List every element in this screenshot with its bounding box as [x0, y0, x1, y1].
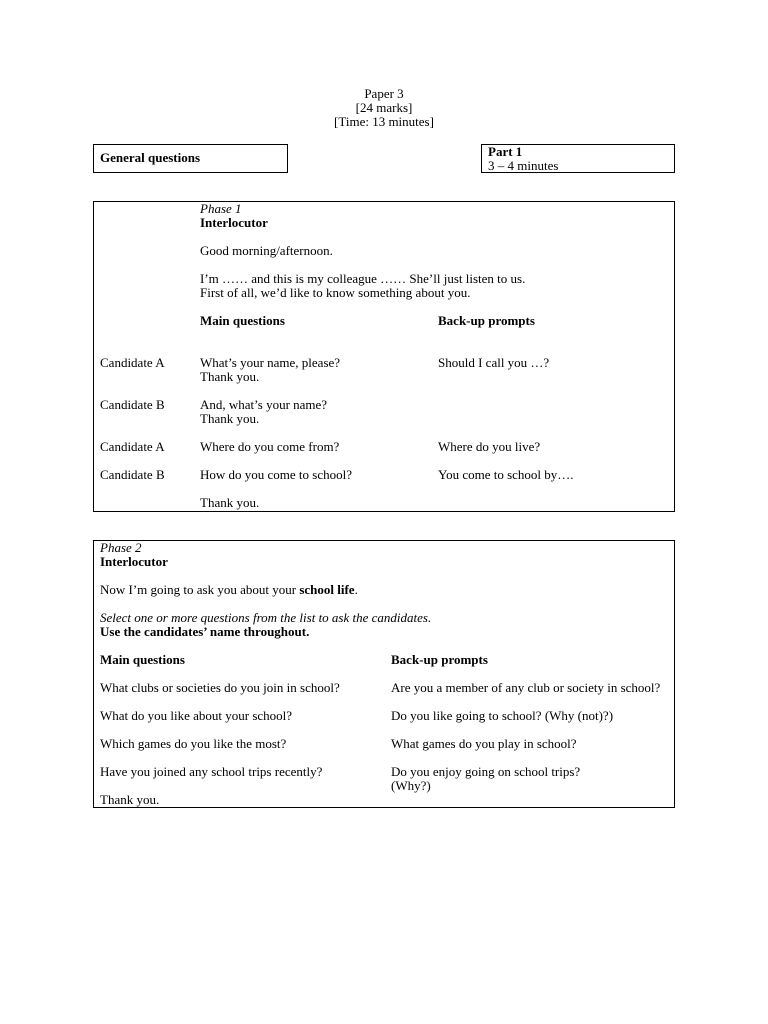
backup-prompt-why: (Why?): [391, 778, 431, 793]
phase-2-label: Phase 2: [100, 540, 142, 555]
backup-prompt: Are you a member of any club or society in school?: [391, 680, 661, 695]
main-question: And, what’s your name?: [200, 397, 328, 412]
main-question: Have you joined any school trips recently?: [100, 764, 323, 779]
main-questions-header: Main questions: [200, 313, 285, 328]
main-question: What do you like about your school?: [100, 708, 293, 723]
intro-line-1: I’m …… and this is my colleague …… She’ll just listen to us.: [200, 271, 526, 286]
main-question: Which games do you like the most?: [100, 736, 287, 751]
closing-thanks: Thank you.: [100, 792, 160, 807]
part-label: Part 1: [488, 144, 523, 159]
main-question-thanks: Thank you.: [200, 411, 260, 426]
phase-2-intro: [100, 583, 358, 597]
main-question: What clubs or societies do you join in school?: [100, 680, 340, 695]
main-question: What’s your name, please?: [200, 355, 341, 370]
backup-prompts-header: Back-up prompts: [438, 313, 535, 328]
candidate-label: Candidate A: [100, 439, 165, 454]
candidate-label: Candidate A: [100, 355, 165, 370]
main-question: Where do you come from?: [200, 439, 340, 454]
main-question: How do you come to school?: [200, 467, 353, 482]
backup-prompt: What games do you play in school?: [391, 736, 577, 751]
greeting: Good morning/afternoon.: [200, 243, 333, 258]
section-title: General questions: [100, 150, 201, 165]
phase-1-label: Phase 1: [200, 201, 242, 216]
candidate-label: Candidate B: [100, 397, 165, 412]
phase-1-box: [93, 201, 675, 512]
section-title-box: [93, 144, 288, 173]
backup-prompt: Where do you live?: [438, 439, 541, 454]
phase-1-role: Interlocutor: [200, 215, 268, 230]
intro-line-2: First of all, we’d like to know something about you.: [200, 285, 471, 300]
backup-prompt: Should I call you …?: [438, 355, 550, 370]
instruction-select: Select one or more questions from the list to ask the candidates.: [100, 610, 432, 625]
backup-prompts-header: Back-up prompts: [391, 652, 488, 667]
backup-prompt: Do you like going to school? (Why (not)?): [391, 708, 614, 723]
instruction-names: Use the candidates’ name throughout.: [100, 624, 310, 639]
backup-prompt: Do you enjoy going on school trips?: [391, 764, 581, 779]
main-questions-header: Main questions: [100, 652, 185, 667]
main-question-thanks: Thank you.: [200, 369, 260, 384]
candidate-label: Candidate B: [100, 467, 165, 482]
paper-number: Paper 3: [364, 86, 404, 101]
intro-text: Now I’m going to ask you about your: [100, 582, 300, 597]
phase-2-role: Interlocutor: [100, 554, 168, 569]
part-duration: 3 – 4 minutes: [488, 158, 559, 173]
marks: [24 marks]: [355, 100, 413, 115]
time-limit: [Time: 13 minutes]: [334, 114, 434, 129]
phase-2-box: [93, 540, 675, 808]
intro-period: .: [354, 582, 358, 597]
part-box: [481, 144, 675, 173]
closing-thanks: Thank you.: [200, 495, 260, 510]
backup-prompt: You come to school by….: [438, 467, 574, 482]
topic-emphasis: school life: [299, 582, 355, 597]
